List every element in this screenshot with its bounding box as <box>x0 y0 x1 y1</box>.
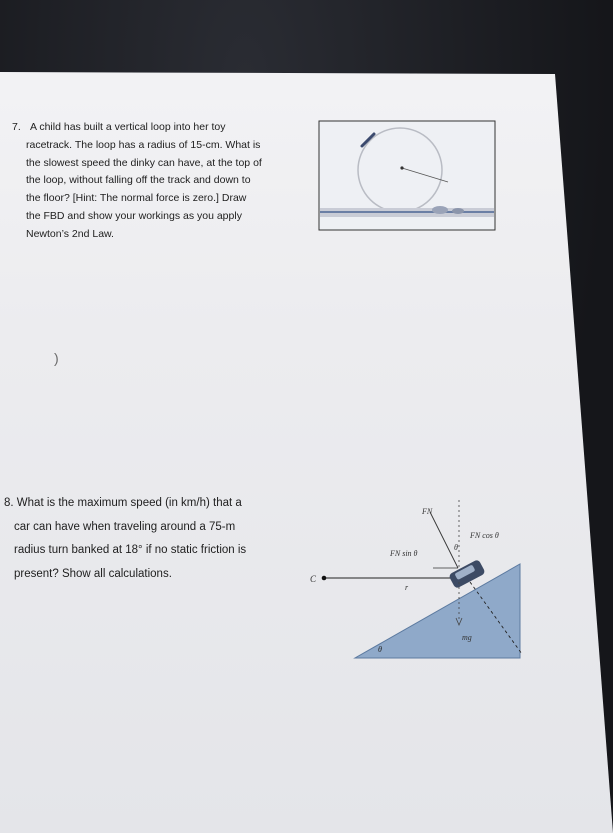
label-fn-cos: FN cos θ <box>470 531 499 540</box>
question-7-line-4: the loop, without falling off the track and down to <box>26 174 251 187</box>
question-8 <box>4 492 304 586</box>
center-point <box>322 576 327 581</box>
question-8-line-4: present? Show all calculations. <box>14 567 172 580</box>
question-7-line-2: racetrack. The loop has a radius of 15-cm. What is <box>26 138 261 151</box>
question-7-line-7: Newton’s 2nd Law. <box>26 227 114 240</box>
banked-curve-diagram <box>300 490 540 670</box>
question-7-line-1: A child has built a vertical loop into her toy <box>30 121 226 133</box>
question-8-line-3: radius turn banked at 18° if no static friction is <box>14 544 247 556</box>
label-theta-bottom: θ <box>378 645 382 654</box>
fn-arrow <box>430 512 458 568</box>
question-7-line-5: the floor? [Hint: The normal force is zero.] Draw <box>26 192 247 205</box>
label-fn-sin: FN sin θ <box>390 549 418 558</box>
label-fn: FN <box>422 507 433 516</box>
question-7-number: 7. <box>12 121 21 133</box>
question-7-line-3: the slowest speed the dinky can have, at the top of <box>26 156 262 169</box>
question-8-line-2: car can have when traveling around a 75-m <box>14 520 236 533</box>
label-theta-top: θ <box>454 543 458 552</box>
label-r: r <box>405 583 409 592</box>
loop-track-diagram <box>318 120 496 232</box>
question-8-number: 8. <box>4 497 14 509</box>
question-7-line-6: the FBD and show your workings as you apply <box>26 209 242 222</box>
label-c: C <box>310 574 317 584</box>
car-icon <box>448 559 486 589</box>
question-7 <box>12 119 312 244</box>
label-mg: mg <box>462 633 472 642</box>
stray-mark: ) <box>54 350 59 366</box>
question-8-line-1: What is the maximum speed (in km/h) that a <box>16 497 242 509</box>
